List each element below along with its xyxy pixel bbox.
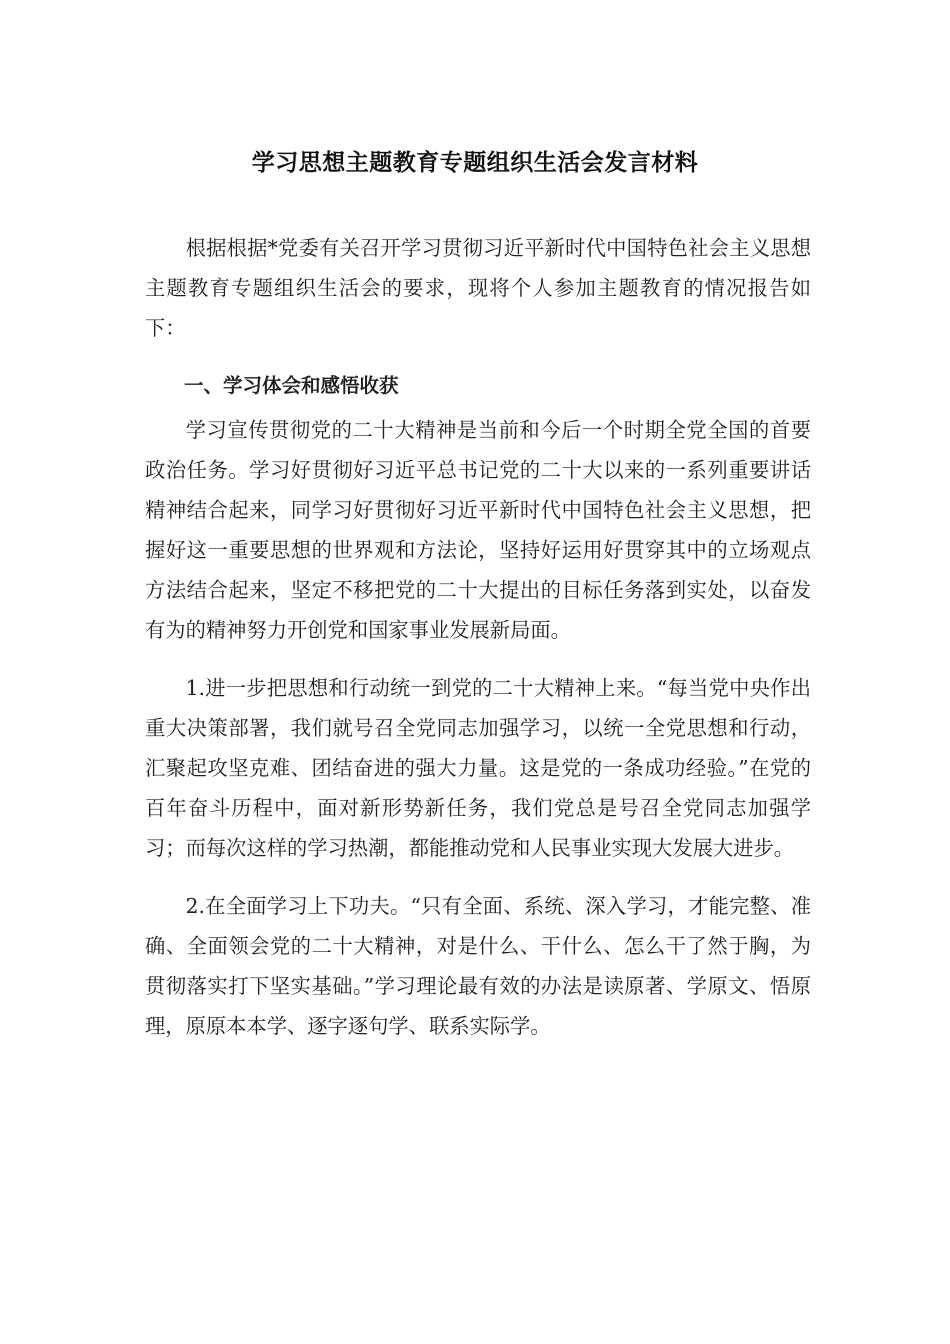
body-paragraph-3: 2.在全面学习上下功夫。“只有全面、系统、深入学习，才能完整、准确、全面领会党的二十大精神，对是什么、干什么、怎么干了然于胸，为贯彻落实打下坚实基础。”学习理论最有效的办法是读原著、学原文、悟原理，原原本本学、逐字逐句学、联系实际学。 [145,894,811,1038]
document-body [145,228,811,1046]
section-heading: 一、学习体会和感悟收获 [184,374,399,397]
intro-paragraph: 根据根据*党委有关召开学习贯彻习近平新时代中国特色社会主义思想主题教育专题组织生活会的要求，现将个人参加主题教育的情况报告如下： [145,236,811,340]
document-title: 学习思想主题教育专题组织生活会发言材料 [251,150,699,176]
body-paragraph-1: 学习宣传贯彻党的二十大精神是当前和今后一个时期全党全国的首要政治任务。学习好贯彻好习近平总书记党的二十大以来的一系列重要讲话精神结合起来，同学习好贯彻好习近平新时代中国特色社会主义思想，把握好这一重要思想的世界观和方法论，坚持好运用好贯穿其中的立场观点方法结合起来，坚定不移把党的二十大提出的目标任务落到实处，以奋发有为的精神努力开创党和国家事业发展新局面。 [145,418,811,642]
body-paragraph-2: 1.进一步把思想和行动统一到党的二十大精神上来。“每当党中央作出重大决策部署，我们就号召全党同志加强学习，以统一全党思想和行动，汇聚起攻坚克难、团结奋进的强大力量。这是党的一条成功经验。”在党的百年奋斗历程中，面对新形势新任务，我们党总是号召全党同志加强学习；而每次这样的学习热潮，都能推动党和人民事业实现大发展大进步。 [145,676,811,860]
